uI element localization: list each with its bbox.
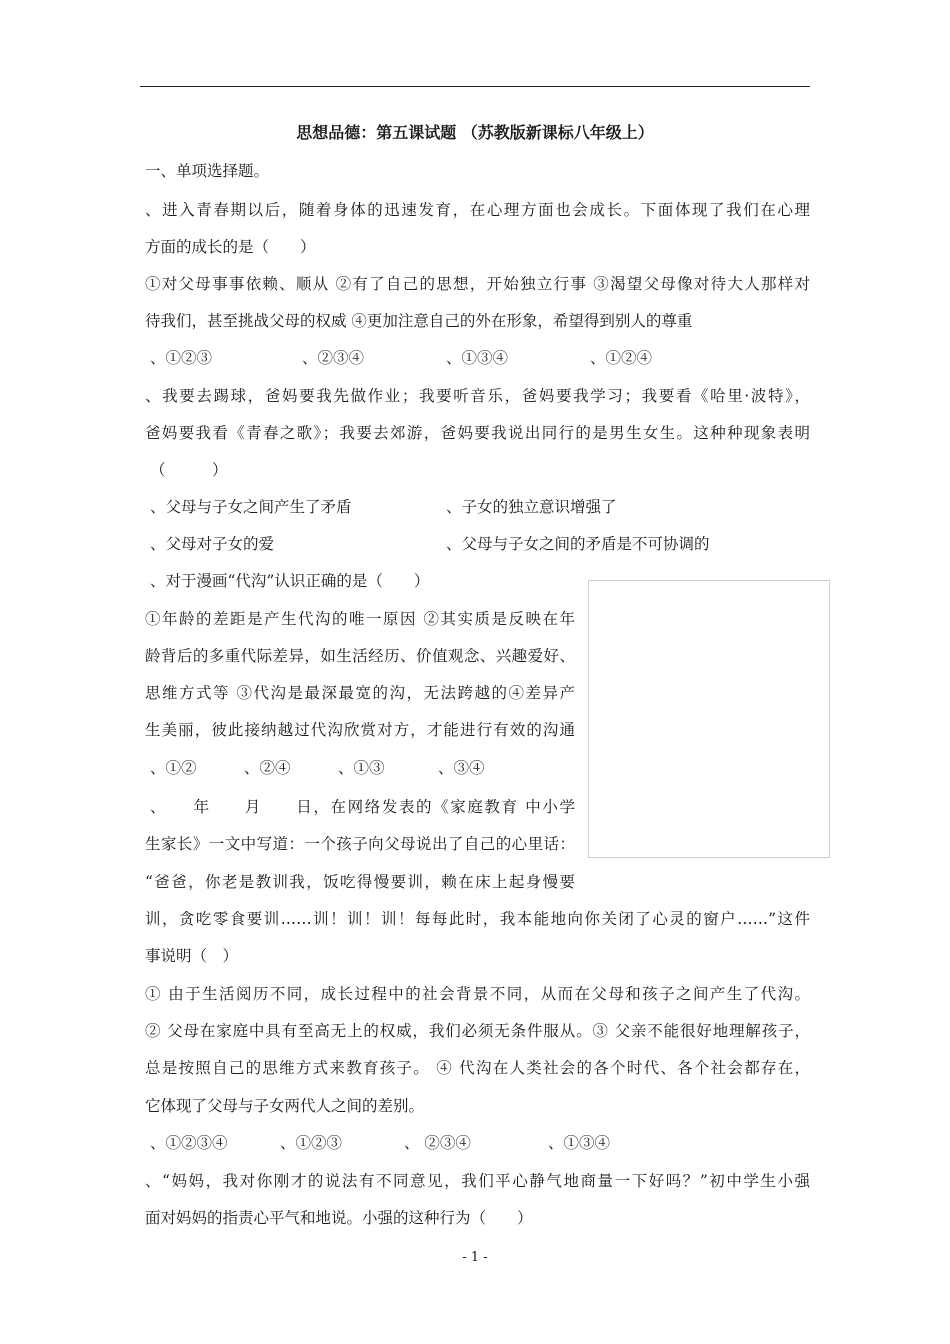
section-heading: 一、单项选择题。 [145,162,270,180]
page-title: 思想品德：第五课试题 （苏教版新课标八年级上） [296,123,654,142]
q3-option-d: 、③④ [438,759,485,777]
q2-line-2: 爸妈要我看《青春之歌》；我要去郊游，爸妈要我说出同行的是男生女生。这种种现象表明 [145,424,810,442]
q2-option-b: 、子女的独立意识增强了 [446,498,617,516]
q4-line-4: 训，贪吃零食要训……训！训！训！每每此时，我本能地向你关闭了心灵的窗户……”这件 [145,910,810,928]
q3-option-c: 、①③ [338,759,385,777]
q4-line-7: ② 父母在家庭中具有至高无上的权威，我们必须无条件服从。③ 父亲不能很好地理解孩子， [145,1022,810,1040]
q4-option-a: 、①②③④ [150,1134,228,1152]
q3-line-5: 生美丽，彼此接纳越过代沟欣赏对方，才能进行有效的沟通 [145,721,575,739]
q3-line-1: 、对于漫画“代沟”认识正确的是（ ） [150,572,430,590]
q5-line-1: 、“妈妈，我对你刚才的说法有不同意见，我们平心静气地商量一下好吗？”初中学生小强 [145,1172,810,1190]
q4-line-5: 事说明（ ） [145,947,239,965]
q3-option-a: 、①② [150,759,197,777]
q1-option-d: 、①②④ [590,349,653,367]
q2-option-c: 、父母对子女的爱 [150,535,275,553]
cartoon-image-placeholder [588,580,830,858]
page-number: - 1 - [462,1250,488,1265]
q1-line-3: ①对父母事事依赖、顺从 ②有了自己的思想，开始独立行事 ③渴望父母像对待大人那样对 [145,275,810,293]
q1-line-2: 方面的成长的是（ ） [145,238,316,256]
q4-line-6: ① 由于生活阅历不同，成长过程中的社会背景不同，从而在父母和孩子之间产生了代沟。 [145,985,810,1003]
q4-option-b: 、①②③ [280,1134,343,1152]
q2-option-d: 、父母与子女之间的矛盾是不可协调的 [446,535,710,553]
q3-line-2: ①年龄的差距是产生代沟的唯一原因 ②其实质是反映在年 [145,610,575,628]
q1-line-4: 待我们，甚至挑战父母的权威 ④更加注意自己的外在形象，希望得到别人的尊重 [145,312,693,330]
q3-line-4: 思维方式等 ③代沟是最深最宽的沟，无法跨越的④差异产 [145,684,575,702]
q2-line-3: （ ） [150,461,228,479]
q2-line-1: 、我要去踢球，爸妈要我先做作业；我要听音乐，爸妈要我学习；我要看《哈里·波特》， [145,387,810,405]
q4-option-c: 、 ②③④ [404,1134,471,1152]
q4-line-3: “爸爸，你老是教训我，饭吃得慢要训，赖在床上起身慢要 [145,873,575,891]
q2-option-a: 、父母与子女之间产生了矛盾 [150,498,352,516]
q4-line-9: 它体现了父母与子女两代人之间的差别。 [145,1097,425,1115]
q1-option-c: 、①③④ [446,349,509,367]
q1-option-b: 、②③④ [302,349,365,367]
header-rule [140,86,810,87]
q5-line-2: 面对妈妈的指责心平气和地说。小强的这种行为（ ） [145,1209,533,1227]
q1-line-1: 、进入青春期以后，随着身体的迅速发育，在心理方面也会成长。下面体现了我们在心理 [145,201,810,219]
q4-line-8: 总是按照自己的思维方式来教育孩子。 ④ 代沟在人类社会的各个时代、各个社会都存在， [145,1059,810,1077]
q3-line-3: 龄背后的多重代际差异，如生活经历、价值观念、兴趣爱好、 [145,647,575,665]
q4-line-2: 生家长》一文中写道：一个孩子向父母说出了自己的心里话： [145,835,575,853]
q1-option-a: 、①②③ [150,349,213,367]
q4-option-d: 、①③④ [548,1134,611,1152]
q3-option-b: 、②④ [244,759,291,777]
q4-line-1: 、 年 月 日，在网络发表的《家庭教育 中小学 [150,798,575,816]
